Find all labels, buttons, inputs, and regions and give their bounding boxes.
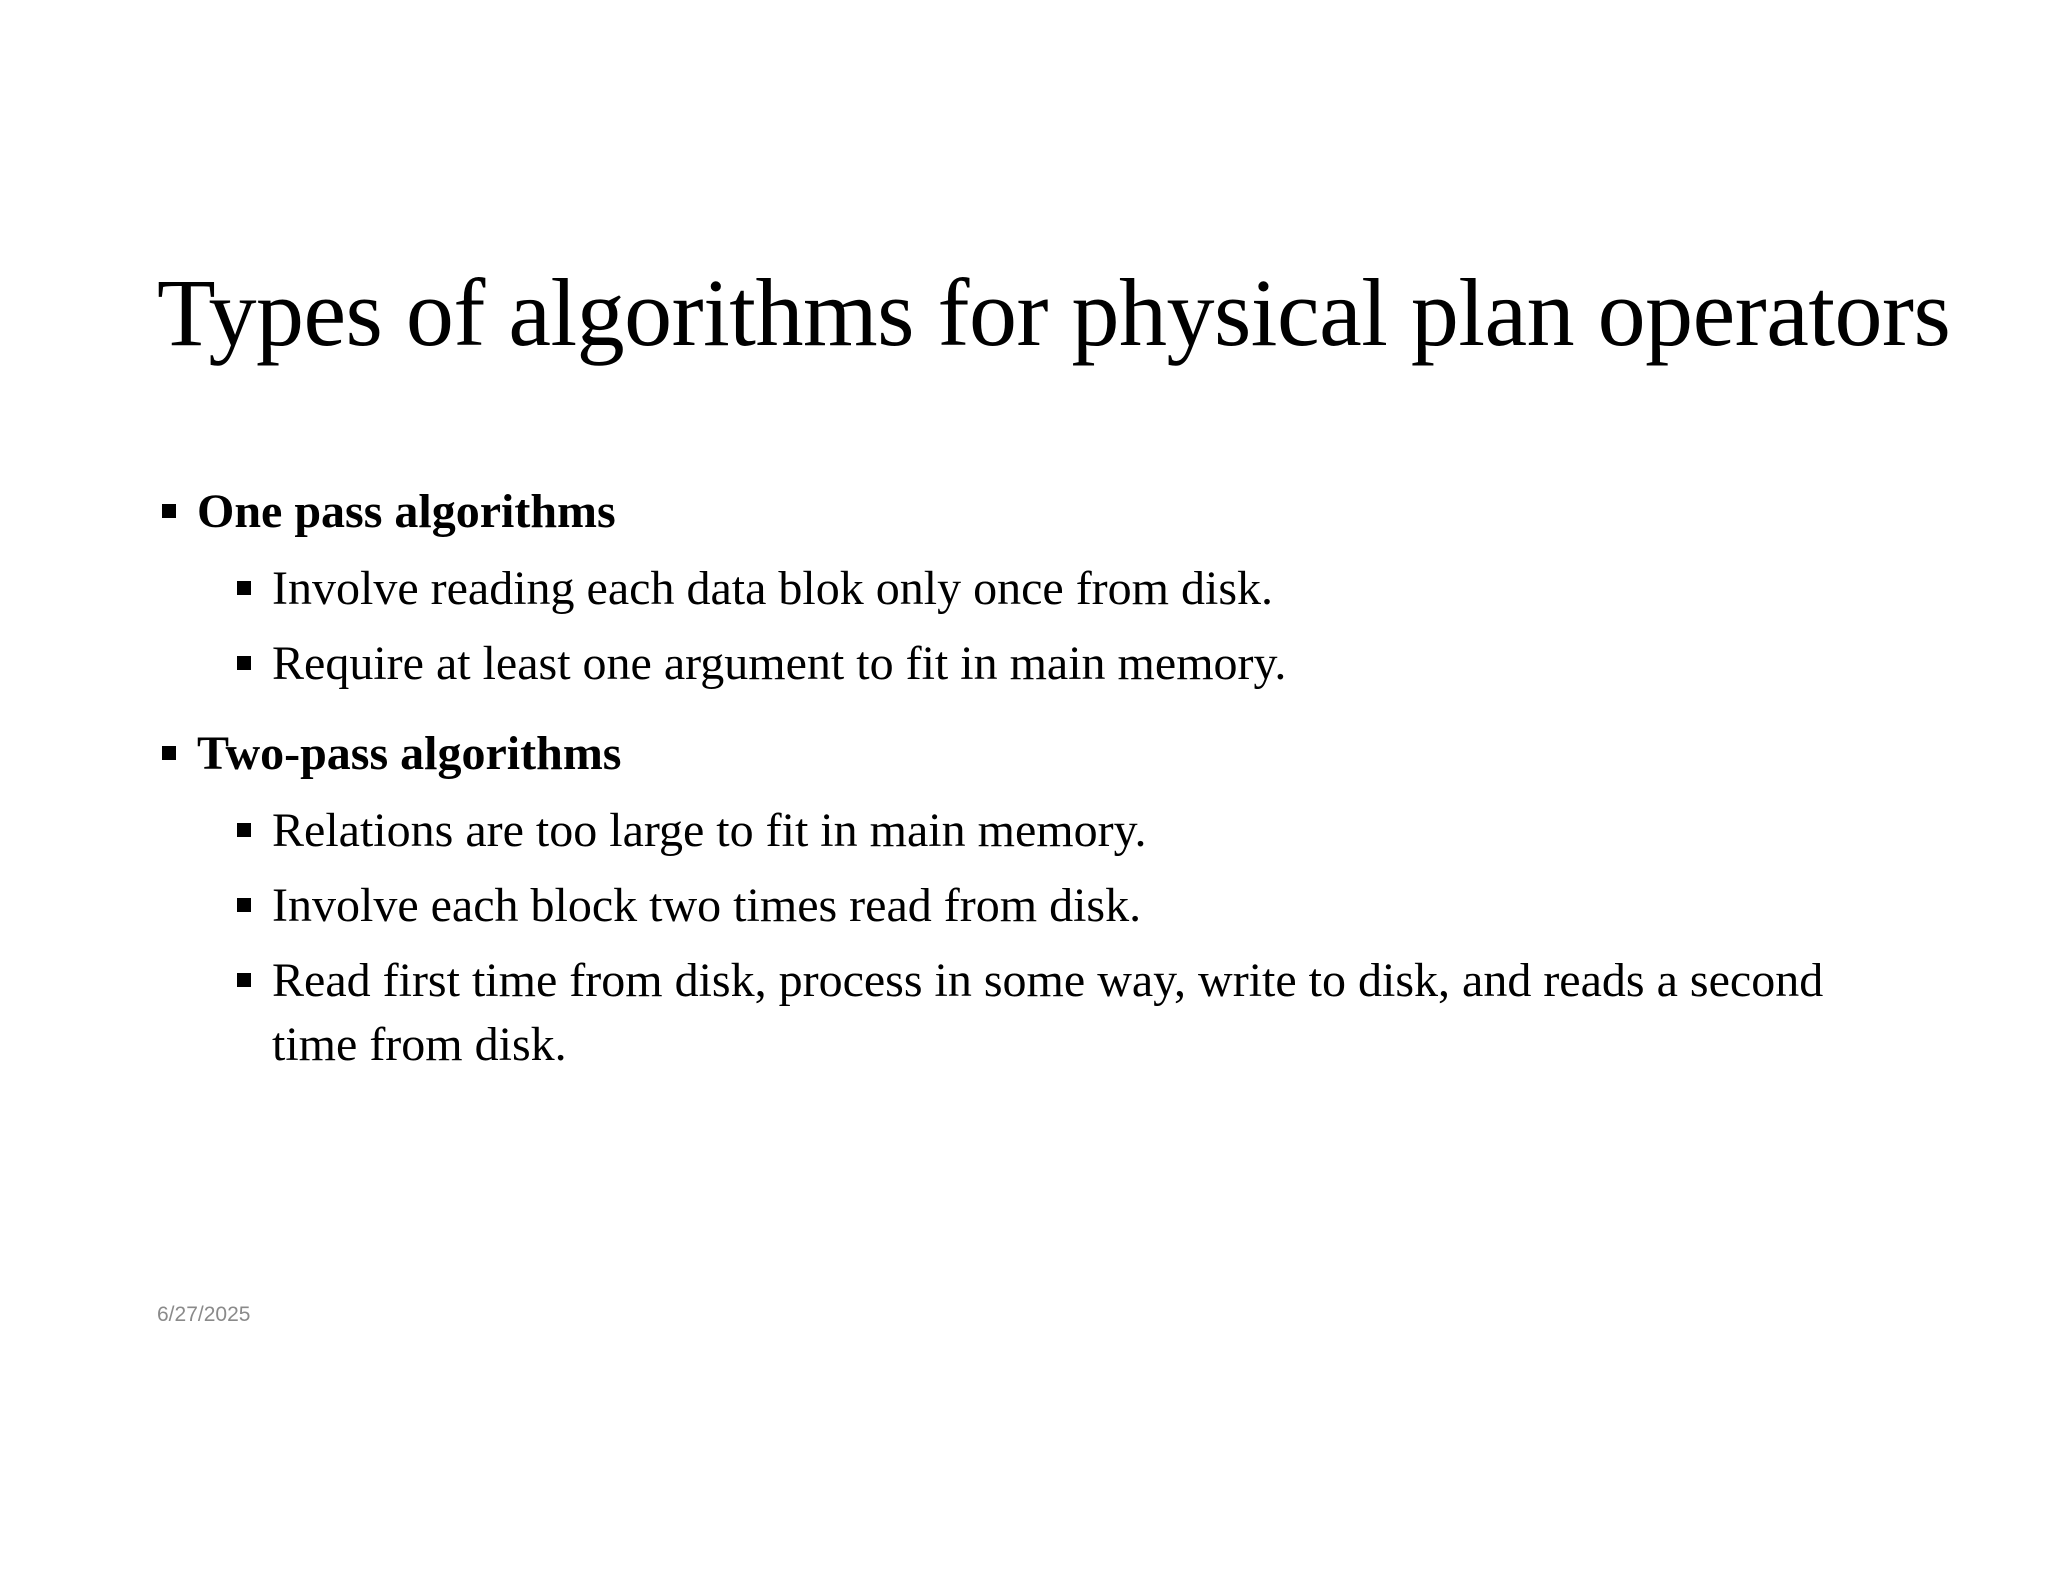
sub-bullet-item [157,557,1857,621]
bullet-heading [157,720,1857,788]
section-one-pass [157,478,1857,696]
square-bullet-icon [237,898,251,912]
square-bullet-icon [237,823,251,837]
square-bullet-icon [162,504,176,518]
bullet-heading [157,478,1857,546]
sub-bullet-text: Read first time from disk, process in some way, write to disk, and reads a second time from disk. [272,954,1824,1071]
square-bullet-icon [237,656,251,670]
sub-bullet-text: Require at least one argument to fit in main memory. [272,637,1287,690]
heading-text: One pass algorithms [197,485,616,538]
sub-bullet-text: Involve reading each data blok only once from disk. [272,562,1274,615]
sub-bullet-item [157,874,1857,938]
square-bullet-icon [162,746,176,760]
square-bullet-icon [237,581,251,595]
slide-title: Types of algorithms for physical plan operators [157,259,1951,366]
slide-content [157,478,1857,1101]
footer-date: 6/27/2025 [157,1303,251,1326]
sub-bullet-item [157,632,1857,696]
square-bullet-icon [237,973,251,987]
section-two-pass [157,720,1857,1077]
sub-bullet-text: Involve each block two times read from disk. [272,879,1142,932]
sub-bullet-item [157,799,1857,863]
sub-bullet-text: Relations are too large to fit in main memory. [272,804,1147,857]
sub-bullet-item [157,949,1857,1077]
heading-text: Two-pass algorithms [197,727,622,780]
